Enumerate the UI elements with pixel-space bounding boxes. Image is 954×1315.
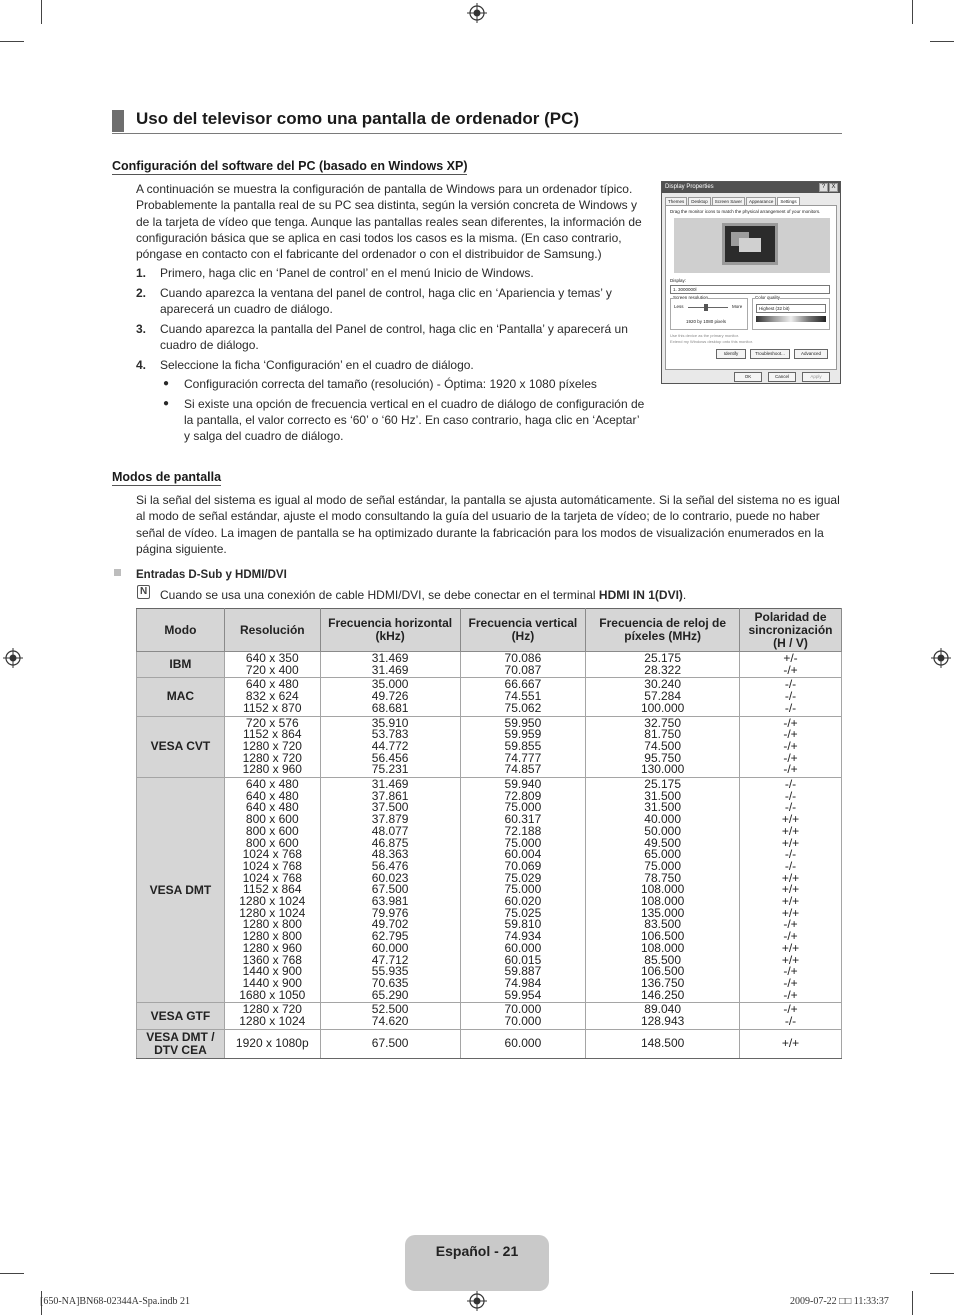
vertical-frequency-cell xyxy=(460,1003,586,1029)
cell-value: 1920 x 1080p xyxy=(235,1035,309,1050)
cell-value: 56.456 xyxy=(371,750,409,765)
tab-themes: Themes xyxy=(665,197,687,205)
horizontal-frequency-cell xyxy=(320,716,460,778)
monitor-icon xyxy=(722,223,778,265)
ok-button: OK xyxy=(734,372,762,382)
cell-value: 37.861 xyxy=(371,788,409,803)
page-title: Uso del televisor como una pantalla de ordenador (PC) xyxy=(136,109,580,128)
cell-value: +/+ xyxy=(781,1035,800,1050)
cell-value: +/+ xyxy=(781,812,800,827)
cell-value: 1152 x 864 xyxy=(243,727,302,742)
dialog-titlebar xyxy=(662,182,840,193)
cell-value: 832 x 624 xyxy=(245,689,299,704)
cell-value: 1280 x 1024 xyxy=(239,1014,306,1029)
crop-mark xyxy=(0,41,24,42)
cell-value: 60.023 xyxy=(371,870,409,885)
cell-value: 32.750 xyxy=(644,715,681,730)
registration-mark-icon xyxy=(931,648,951,668)
mode-cell: MAC xyxy=(137,678,225,716)
cell-value: 46.875 xyxy=(371,835,409,850)
cell-value: +/- xyxy=(783,651,798,665)
main-title-block xyxy=(112,108,842,134)
list-item: 2. Cuando aparezca la ventana del panel de control, haga clic en ‘Apariencia y temas’ y aparecerá un cuadro de diálogo. xyxy=(136,285,612,317)
bullet-icon: ● xyxy=(163,378,170,390)
cell-value: 30.240 xyxy=(644,677,681,692)
cell-value: 75.025 xyxy=(504,905,542,920)
hdmi-note: Cuando se usa una conexión de cable HDMI/DVI, se debe conectar en el terminal HDMI IN 1(DVI). xyxy=(160,588,687,602)
cell-value: 95.750 xyxy=(644,750,681,765)
cell-value: 66.667 xyxy=(504,677,542,692)
cell-value: 1440 x 900 xyxy=(242,964,302,979)
resolution-cell xyxy=(224,652,320,678)
color-label: Color quality xyxy=(755,295,781,300)
cell-value: 1024 x 768 xyxy=(242,870,302,885)
cell-value: 1152 x 864 xyxy=(243,882,302,897)
cell-value: 1280 x 720 xyxy=(242,750,302,765)
monitor-preview xyxy=(674,218,830,273)
cell-value: -/+ xyxy=(783,762,798,777)
cell-value: 640 x 480 xyxy=(245,677,299,692)
vertical-frequency-cell xyxy=(460,652,586,678)
cell-value: -/+ xyxy=(783,727,798,742)
display-properties-dialog xyxy=(661,181,841,384)
cell-value: 108.000 xyxy=(640,940,685,955)
cell-value: +/+ xyxy=(781,940,800,955)
pixel-clock-cell xyxy=(586,652,740,678)
list-item: ● Configuración correcta del tamaño (resolución) - Óptima: 1920 x 1080 píxeles xyxy=(163,377,597,392)
cell-value: -/- xyxy=(784,700,797,715)
cell-value: 800 x 600 xyxy=(245,835,299,850)
cell-value: 75.000 xyxy=(644,858,681,873)
config-heading: Configuración del software del PC (basado en Windows XP) xyxy=(112,159,468,173)
cell-value: 1360 x 768 xyxy=(242,952,302,967)
list-item: 3. Cuando aparezca la pantalla del Panel de control, haga clic en ‘Pantalla’ y aparecerá un cuadro de diálogo. xyxy=(136,321,628,353)
cell-value: 59.940 xyxy=(504,777,542,792)
help-icon: ? xyxy=(819,183,828,192)
print-slug-file: [650-NA]BN68-02344A-Spa.indb 21 xyxy=(40,1296,190,1307)
cell-value: 52.500 xyxy=(371,1002,409,1017)
sync-polarity-cell xyxy=(740,778,842,1003)
cell-value: -/- xyxy=(784,800,797,815)
table-body xyxy=(137,652,842,1059)
inputs-subheading: Entradas D-Sub y HDMI/DVI xyxy=(136,569,287,581)
registration-mark-icon xyxy=(467,1291,487,1311)
cell-value: 60.015 xyxy=(504,952,542,967)
cell-value: 148.500 xyxy=(640,1035,685,1050)
cell-value: -/+ xyxy=(783,715,798,730)
print-slug-date: 2009-07-22 □□ 11:33:37 xyxy=(790,1296,889,1307)
cell-value: 74.984 xyxy=(504,975,542,990)
list-item: 1. Primero, haga clic en ‘Panel de control’ en el menú Inicio de Windows. xyxy=(136,266,534,280)
mode-cell: VESA GTF xyxy=(137,1003,225,1029)
cell-value: 40.000 xyxy=(644,812,681,827)
title-bar-marker xyxy=(112,110,124,132)
cell-value: 74.620 xyxy=(371,1014,409,1029)
cell-value: 74.934 xyxy=(504,929,542,944)
dialog-body xyxy=(665,205,837,370)
cell-value: 68.681 xyxy=(371,700,409,715)
table-row xyxy=(137,1003,842,1029)
cell-value: 50.000 xyxy=(644,823,681,838)
troubleshoot-button: Troubleshoot... xyxy=(750,349,790,359)
cell-value: 1152 x 870 xyxy=(243,700,302,715)
cell-value: 74.500 xyxy=(644,738,681,753)
cell-value: 1024 x 768 xyxy=(242,847,302,862)
modes-intro: Si la señal del sistema es igual al modo de señal estándar, la pantalla se ajusta automáticamente. Si la señal del sistema no es igual al modo de señal estándar, ajuste el modo consultando la guía del usuario de la tarjeta de vídeo; de lo contrario, puede no haber señal de vídeo. La imagen de pantalla se ha optimizado durante la fabricación para los modos de visualización enumerados en la página siguiente. xyxy=(136,493,840,556)
pixel-clock-cell xyxy=(586,778,740,1003)
cell-value: 49.702 xyxy=(371,917,409,932)
cell-value: -/+ xyxy=(783,1002,798,1017)
note-icon: N xyxy=(137,585,150,599)
list-item: ● Si existe una opción de frecuencia vertical en el cuadro de diálogo de configuración de la pantalla, el valor correcto es ‘60’ o ‘60 Hz’. En caso contrario, haga clic en ‘Aceptar’ y salga del cuadro de diálogo. xyxy=(163,396,645,444)
cell-value: -/- xyxy=(784,858,797,873)
cell-value: 65.290 xyxy=(371,987,409,1002)
cell-value: 48.077 xyxy=(371,823,409,838)
cell-value: -/- xyxy=(784,1014,797,1029)
cell-value: +/+ xyxy=(781,905,800,920)
cell-value: 57.284 xyxy=(644,689,681,704)
resolution-value: 1920 by 1080 pixels xyxy=(686,319,727,324)
cell-value: 59.959 xyxy=(504,727,542,742)
cell-value: 70.000 xyxy=(504,1014,542,1029)
dialog-tabs xyxy=(665,197,837,205)
cell-value: 75.000 xyxy=(504,800,542,815)
header-sync-polarity: Polaridad de sincronización (H / V) xyxy=(740,609,842,652)
config-intro: A continuación se muestra la configuración de pantalla de Windows para un ordenador típico. Probablemente la pantalla real de su PC sea distinta, según la versión concreta de Windows y de la tarjeta de vídeo que tenga. Aunque las pantallas reales sean diferentes, la información de configuración básica que se aplica en casi todos los casos es la misma. (En caso contrario, póngase en contacto con el fabricante del ordenador o con el distribuidor de Samsung.) xyxy=(136,182,642,262)
mode-cell: VESA DMT / DTV CEA xyxy=(137,1029,225,1058)
table-row xyxy=(137,652,842,678)
cell-value: 25.175 xyxy=(644,777,681,792)
cell-value: -/+ xyxy=(783,964,798,979)
dialog-title: Display Properties xyxy=(665,184,714,190)
less-label: Less xyxy=(674,304,684,309)
tab-settings: Settings xyxy=(777,197,799,205)
identify-button: Identify xyxy=(716,349,746,359)
vertical-frequency-cell xyxy=(460,716,586,778)
header-vertical-frequency: Frecuencia vertical (Hz) xyxy=(460,609,586,652)
sync-polarity-cell xyxy=(740,678,842,716)
cell-value: 60.004 xyxy=(504,847,542,862)
cell-value: 720 x 400 xyxy=(245,662,299,677)
cell-value: 63.981 xyxy=(371,894,409,909)
registration-mark-icon xyxy=(467,3,487,23)
table-row xyxy=(137,1029,842,1058)
primary-monitor-checkbox: Use this device as the primary monitor. xyxy=(670,333,739,338)
color-bar xyxy=(756,316,826,322)
cell-value: 74.857 xyxy=(504,762,542,777)
cell-value: 60.000 xyxy=(504,940,542,955)
cell-value: 1280 x 1024 xyxy=(239,894,306,909)
cancel-button: Cancel xyxy=(768,372,796,382)
cell-value: -/+ xyxy=(783,987,798,1002)
cell-value: 59.810 xyxy=(504,917,542,932)
pixel-clock-cell xyxy=(586,716,740,778)
cell-value: 800 x 600 xyxy=(245,812,299,827)
mode-cell: IBM xyxy=(137,652,225,678)
cell-value: -/+ xyxy=(783,738,798,753)
cell-value: 72.188 xyxy=(504,823,542,838)
crop-mark xyxy=(912,1291,913,1315)
crop-mark xyxy=(41,0,42,24)
square-bullet-icon xyxy=(114,569,121,576)
sync-polarity-cell xyxy=(740,1029,842,1058)
cell-value: 37.500 xyxy=(371,800,409,815)
cell-value: +/+ xyxy=(781,894,800,909)
cell-value: -/- xyxy=(784,777,797,792)
cell-value: 75.062 xyxy=(504,700,542,715)
cell-value: 800 x 600 xyxy=(245,823,299,838)
bullet-icon: ● xyxy=(163,397,170,409)
cell-value: 1280 x 960 xyxy=(242,940,302,955)
pixel-clock-cell xyxy=(586,678,740,716)
cell-value: 72.809 xyxy=(504,788,542,803)
cell-value: 28.322 xyxy=(644,662,681,677)
cell-value: 79.976 xyxy=(371,905,409,920)
cell-value: 1280 x 800 xyxy=(242,929,302,944)
cell-value: 1440 x 900 xyxy=(242,975,302,990)
color-select: Highest (32 bit) xyxy=(756,304,826,313)
cell-value: -/+ xyxy=(783,750,798,765)
display-modes-table xyxy=(136,608,842,1059)
vertical-frequency-cell xyxy=(460,778,586,1003)
cell-value: 128.943 xyxy=(640,1014,685,1029)
cell-value: 81.750 xyxy=(644,727,681,742)
resolution-cell xyxy=(224,1029,320,1058)
cell-value: 75.029 xyxy=(504,870,542,885)
cell-value: 1280 x 960 xyxy=(242,762,302,777)
vertical-frequency-cell xyxy=(460,678,586,716)
cell-value: 25.175 xyxy=(644,651,681,665)
cell-value: 74.777 xyxy=(504,750,542,765)
cell-value: 75.000 xyxy=(504,835,542,850)
cell-value: 31.469 xyxy=(371,777,409,792)
cell-value: 35.910 xyxy=(371,715,409,730)
cell-value: 67.500 xyxy=(371,882,409,897)
cell-value: 70.069 xyxy=(504,858,542,873)
cell-value: 60.000 xyxy=(504,1035,542,1050)
tab-appearance: Appearance xyxy=(746,197,776,205)
cell-value: 100.000 xyxy=(640,700,685,715)
cell-value: 135.000 xyxy=(640,905,685,920)
cell-value: 74.551 xyxy=(504,689,542,704)
config-bullets xyxy=(160,376,646,444)
cell-value: 31.500 xyxy=(644,788,681,803)
horizontal-frequency-cell xyxy=(320,1003,460,1029)
cell-value: 59.887 xyxy=(504,964,542,979)
cell-value: 60.317 xyxy=(504,812,542,827)
cell-value: 1280 x 800 xyxy=(242,917,302,932)
cell-value: 59.954 xyxy=(504,987,542,1002)
cell-value: 108.000 xyxy=(640,882,685,897)
cell-value: 640 x 480 xyxy=(245,788,299,803)
cell-value: 75.000 xyxy=(504,882,542,897)
table-row xyxy=(137,678,842,716)
cell-value: +/+ xyxy=(781,823,800,838)
resolution-group xyxy=(670,298,748,330)
cell-value: 67.500 xyxy=(371,1035,409,1050)
list-item: 4. Seleccione la ficha ‘Configuración’ en el cuadro de diálogo. ● Configuración correcta del tamaño (resolución) - Óptima: 1920 x 1080 píxeles ● Si existe una opción de frecuencia vertical en el cuadro de diálogo de configuración de la pantalla, el valor correcto es ‘60’ o ‘60 Hz’. En caso contrario, haga clic en ‘Aceptar’ y salga del cuadro de diálogo. xyxy=(136,357,645,444)
cell-value: 48.363 xyxy=(371,847,409,862)
resolution-cell xyxy=(224,778,320,1003)
cell-value: 146.250 xyxy=(640,987,685,1002)
header-mode: Modo xyxy=(137,609,225,652)
horizontal-frequency-cell xyxy=(320,1029,460,1058)
resolution-slider-track xyxy=(688,307,728,308)
cell-value: 130.000 xyxy=(640,762,685,777)
display-select: 1. 3000000l xyxy=(670,285,830,294)
resolution-cell xyxy=(224,1003,320,1029)
display-label: Display: xyxy=(670,278,687,283)
table-row xyxy=(137,778,842,1003)
cell-value: 1680 x 1050 xyxy=(239,987,306,1002)
cell-value: 720 x 576 xyxy=(245,715,299,730)
advanced-button: Advanced xyxy=(794,349,828,359)
cell-value: -/+ xyxy=(783,929,798,944)
cell-value: 62.795 xyxy=(371,929,409,944)
mode-cell: VESA DMT xyxy=(137,778,225,1003)
mode-cell: VESA CVT xyxy=(137,716,225,778)
cell-value: 49.500 xyxy=(644,835,681,850)
crop-mark xyxy=(0,1273,24,1274)
cell-value: +/+ xyxy=(781,835,800,850)
cell-value: 59.950 xyxy=(504,715,542,730)
crop-mark xyxy=(930,1273,954,1274)
cell-value: 1280 x 720 xyxy=(242,1002,302,1017)
cell-value: -/+ xyxy=(783,662,798,677)
cell-value: +/+ xyxy=(781,870,800,885)
cell-value: 70.635 xyxy=(371,975,409,990)
cell-value: -/- xyxy=(784,689,797,704)
extend-desktop-checkbox: Extend my Windows desktop onto this monitor. xyxy=(670,339,753,344)
cell-value: 70.087 xyxy=(504,662,542,677)
cell-value: 35.000 xyxy=(371,677,409,692)
resolution-slider-thumb xyxy=(704,304,708,311)
cell-value: -/+ xyxy=(783,917,798,932)
cell-value: 70.000 xyxy=(504,1002,542,1017)
crop-mark xyxy=(912,0,913,24)
cell-value: -/- xyxy=(784,788,797,803)
config-steps xyxy=(136,265,646,448)
cell-value: 59.855 xyxy=(504,738,542,753)
pixel-clock-cell xyxy=(586,1029,740,1058)
horizontal-frequency-cell xyxy=(320,652,460,678)
cell-value: -/+ xyxy=(783,975,798,990)
sync-polarity-cell xyxy=(740,652,842,678)
cell-value: 136.750 xyxy=(640,975,685,990)
horizontal-frequency-cell xyxy=(320,678,460,716)
cell-value: 1024 x 768 xyxy=(242,858,302,873)
cell-value: 56.476 xyxy=(371,858,409,873)
more-label: More xyxy=(732,304,743,309)
horizontal-frequency-cell xyxy=(320,778,460,1003)
color-group xyxy=(752,298,830,330)
cell-value: 60.020 xyxy=(504,894,542,909)
header-horizontal-frequency: Frecuencia horizontal (kHz) xyxy=(320,609,460,652)
cell-value: 89.040 xyxy=(644,1002,681,1017)
dialog-hint: Drag the monitor icons to match the physical arrangement of your monitors. xyxy=(670,209,821,214)
modes-heading: Modos de pantalla xyxy=(112,470,222,484)
cell-value: 1280 x 720 xyxy=(242,738,302,753)
cell-value: 47.712 xyxy=(371,952,409,967)
tab-screen-saver: Screen Saver xyxy=(712,197,745,205)
table-row xyxy=(137,716,842,778)
crop-mark xyxy=(930,41,954,42)
cell-value: +/+ xyxy=(781,882,800,897)
cell-value: 49.726 xyxy=(371,689,409,704)
cell-value: 44.772 xyxy=(371,738,409,753)
close-icon: X xyxy=(829,183,838,192)
cell-value: 640 x 350 xyxy=(245,651,299,665)
cell-value: 75.231 xyxy=(371,762,409,777)
cell-value: 106.500 xyxy=(640,964,685,979)
pixel-clock-cell xyxy=(586,1003,740,1029)
cell-value: 31.469 xyxy=(371,651,409,665)
cell-value: 65.000 xyxy=(644,847,681,862)
cell-value: +/+ xyxy=(781,952,800,967)
cell-value: 640 x 480 xyxy=(245,777,299,792)
sync-polarity-cell xyxy=(740,1003,842,1029)
page-number: Español - 21 xyxy=(435,1243,519,1259)
cell-value: 37.879 xyxy=(371,812,409,827)
resolution-cell xyxy=(224,716,320,778)
cell-value: 1280 x 1024 xyxy=(239,905,306,920)
table-header-row xyxy=(137,609,842,652)
vertical-frequency-cell xyxy=(460,1029,586,1058)
header-pixel-clock: Frecuencia de reloj de píxeles (MHz) xyxy=(586,609,740,652)
cell-value: 640 x 480 xyxy=(245,800,299,815)
cell-value: 31.500 xyxy=(644,800,681,815)
cell-value: 55.935 xyxy=(371,964,409,979)
sync-polarity-cell xyxy=(740,716,842,778)
apply-button: Apply xyxy=(802,372,830,382)
tab-desktop: Desktop xyxy=(688,197,711,205)
resolution-cell xyxy=(224,678,320,716)
cell-value: 85.500 xyxy=(644,952,681,967)
cell-value: -/- xyxy=(784,677,797,692)
resolution-label: Screen resolution xyxy=(673,295,709,300)
cell-value: 70.086 xyxy=(504,651,542,665)
cell-value: 78.750 xyxy=(644,870,681,885)
cell-value: 83.500 xyxy=(644,917,681,932)
cell-value: 108.000 xyxy=(640,894,685,909)
cell-value: 31.469 xyxy=(371,662,409,677)
header-resolution: Resolución xyxy=(224,609,320,652)
cell-value: -/- xyxy=(784,847,797,862)
cell-value: 53.783 xyxy=(371,727,409,742)
registration-mark-icon xyxy=(3,648,23,668)
cell-value: 106.500 xyxy=(640,929,685,944)
cell-value: 60.000 xyxy=(371,940,409,955)
